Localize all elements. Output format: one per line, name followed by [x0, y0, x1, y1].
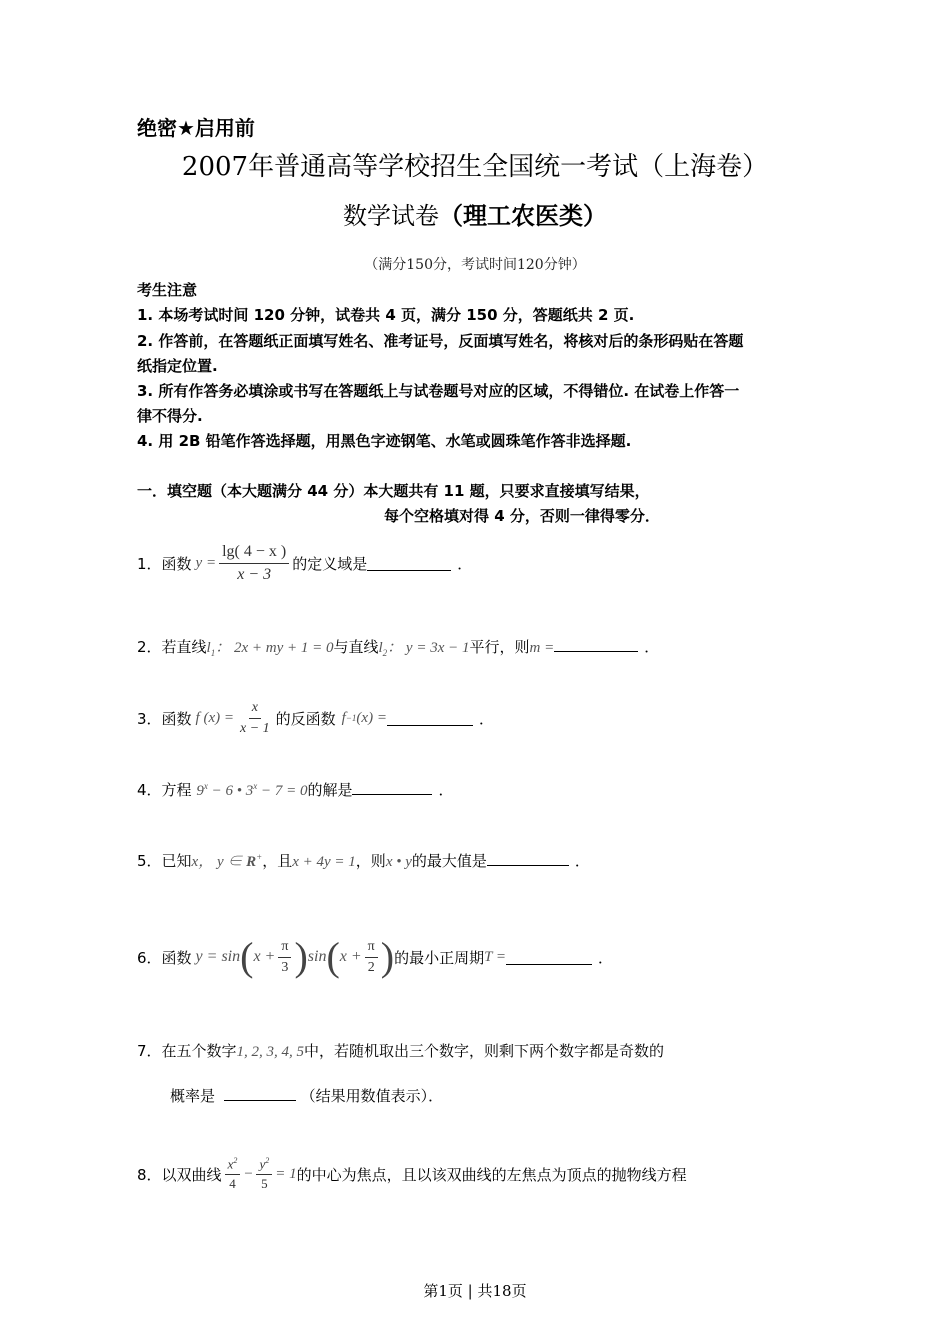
- question-2: 2．若直线$l_1$： 2x + my + 1 = 0与直线$l_2$： y = 3x − 1平行，则m = ．: [137, 638, 660, 658]
- q6-fraction-2: $\frac{\pi}{2}$: [365, 939, 378, 975]
- question-4: 4．方程 $9^x - 6$ • $3^x - 7 = 0$的解是 ．: [137, 781, 454, 799]
- answer-blank-1[interactable]: [367, 555, 451, 571]
- answer-blank-2[interactable]: [554, 636, 638, 652]
- section-instructions: 每个空格填对得 4 分，否则一律得零分．: [384, 507, 660, 525]
- category-title: （理工农医类）: [439, 202, 607, 230]
- question-3: 3．函数 f (x) = $\frac{x}{x - 1}$ 的反函数 f −1 (x) = ．: [137, 700, 494, 736]
- question-7-cont: 概率是 （结果用数值表示）．: [170, 1087, 444, 1105]
- note-item-3: 3. 所有作答务必填涂或书写在答题纸上与试卷题号对应的区域，不得错位. 在试卷上作答一: [137, 382, 740, 400]
- q3-fraction: $\frac{x}{x - 1}$: [239, 700, 270, 736]
- question-5: 5．已知x， y ∈ R+，且x + 4y = 1，则x • y的最大值是 ．: [137, 852, 590, 870]
- score-time-note: （满分150分，考试时间120分钟）: [364, 257, 586, 273]
- q8-fraction-2: $\frac{y^2}{5}$: [256, 1157, 272, 1191]
- answer-blank-3[interactable]: [387, 710, 473, 726]
- q8-fraction-1: $\frac{x^2}{4}$: [225, 1157, 241, 1191]
- question-8: 8．以双曲线 $\frac{x^2}{4}$ − $\frac{y^2}{5}$ = 1 的中心为焦点，且以该双曲线的左焦点为顶点的抛物线方程: [137, 1156, 687, 1191]
- note-item-3-cont: 律不得分.: [137, 407, 203, 425]
- subject-title: 数学试卷: [343, 202, 439, 230]
- secret-label: 绝密★启用前: [137, 116, 255, 140]
- answer-blank-5[interactable]: [487, 850, 569, 866]
- question-6: 6．函数 y = sin ( x + $\frac{\pi}{3}$ ) sin ( x + $\frac{\pi}{2}$ ) 的最小正周期 T = ．: [137, 934, 614, 979]
- question-1: 1．函数 y = $\frac{\lg( 4 - x )}{x - 3}$ 的定义域是 ．: [137, 542, 473, 583]
- page-number: 第1页 | 共18页: [423, 1282, 527, 1300]
- answer-blank-4[interactable]: [352, 779, 432, 795]
- note-item-1: 1. 本场考试时间 120 分钟，试卷共 4 页，满分 150 分，答题纸共 2 页.: [137, 306, 635, 324]
- section-heading: 一．填空题（本大题满分 44 分）本大题共有 11 题，只要求直接填写结果，: [137, 482, 650, 500]
- q6-fraction-1: $\frac{\pi}{3}$: [278, 939, 291, 975]
- question-7: 7．在五个数字1, 2, 3, 4, 5中，若随机取出三个数字，则剩下两个数字都是奇数的: [137, 1042, 665, 1060]
- answer-blank-7[interactable]: [224, 1085, 296, 1101]
- notes-heading: 考生注意: [137, 281, 198, 299]
- page-subtitle-line: [0, 196, 950, 231]
- note-item-2: 2. 作答前，在答题纸正面填写姓名、准考证号，反面填写姓名，将核对后的条形码贴在答题: [137, 332, 744, 350]
- q1-fraction: $\frac{\lg( 4 - x )}{x - 3}$: [219, 543, 289, 583]
- note-item-4: 4. 用 2B 铅笔作答选择题，用黑色字迹钢笔、水笔或圆珠笔作答非选择题.: [137, 432, 632, 450]
- page-title: 2007年普通高等学校招生全国统一考试（上海卷）: [181, 152, 769, 182]
- answer-blank-6[interactable]: [506, 949, 592, 965]
- note-item-2-cont: 纸指定位置.: [137, 357, 218, 375]
